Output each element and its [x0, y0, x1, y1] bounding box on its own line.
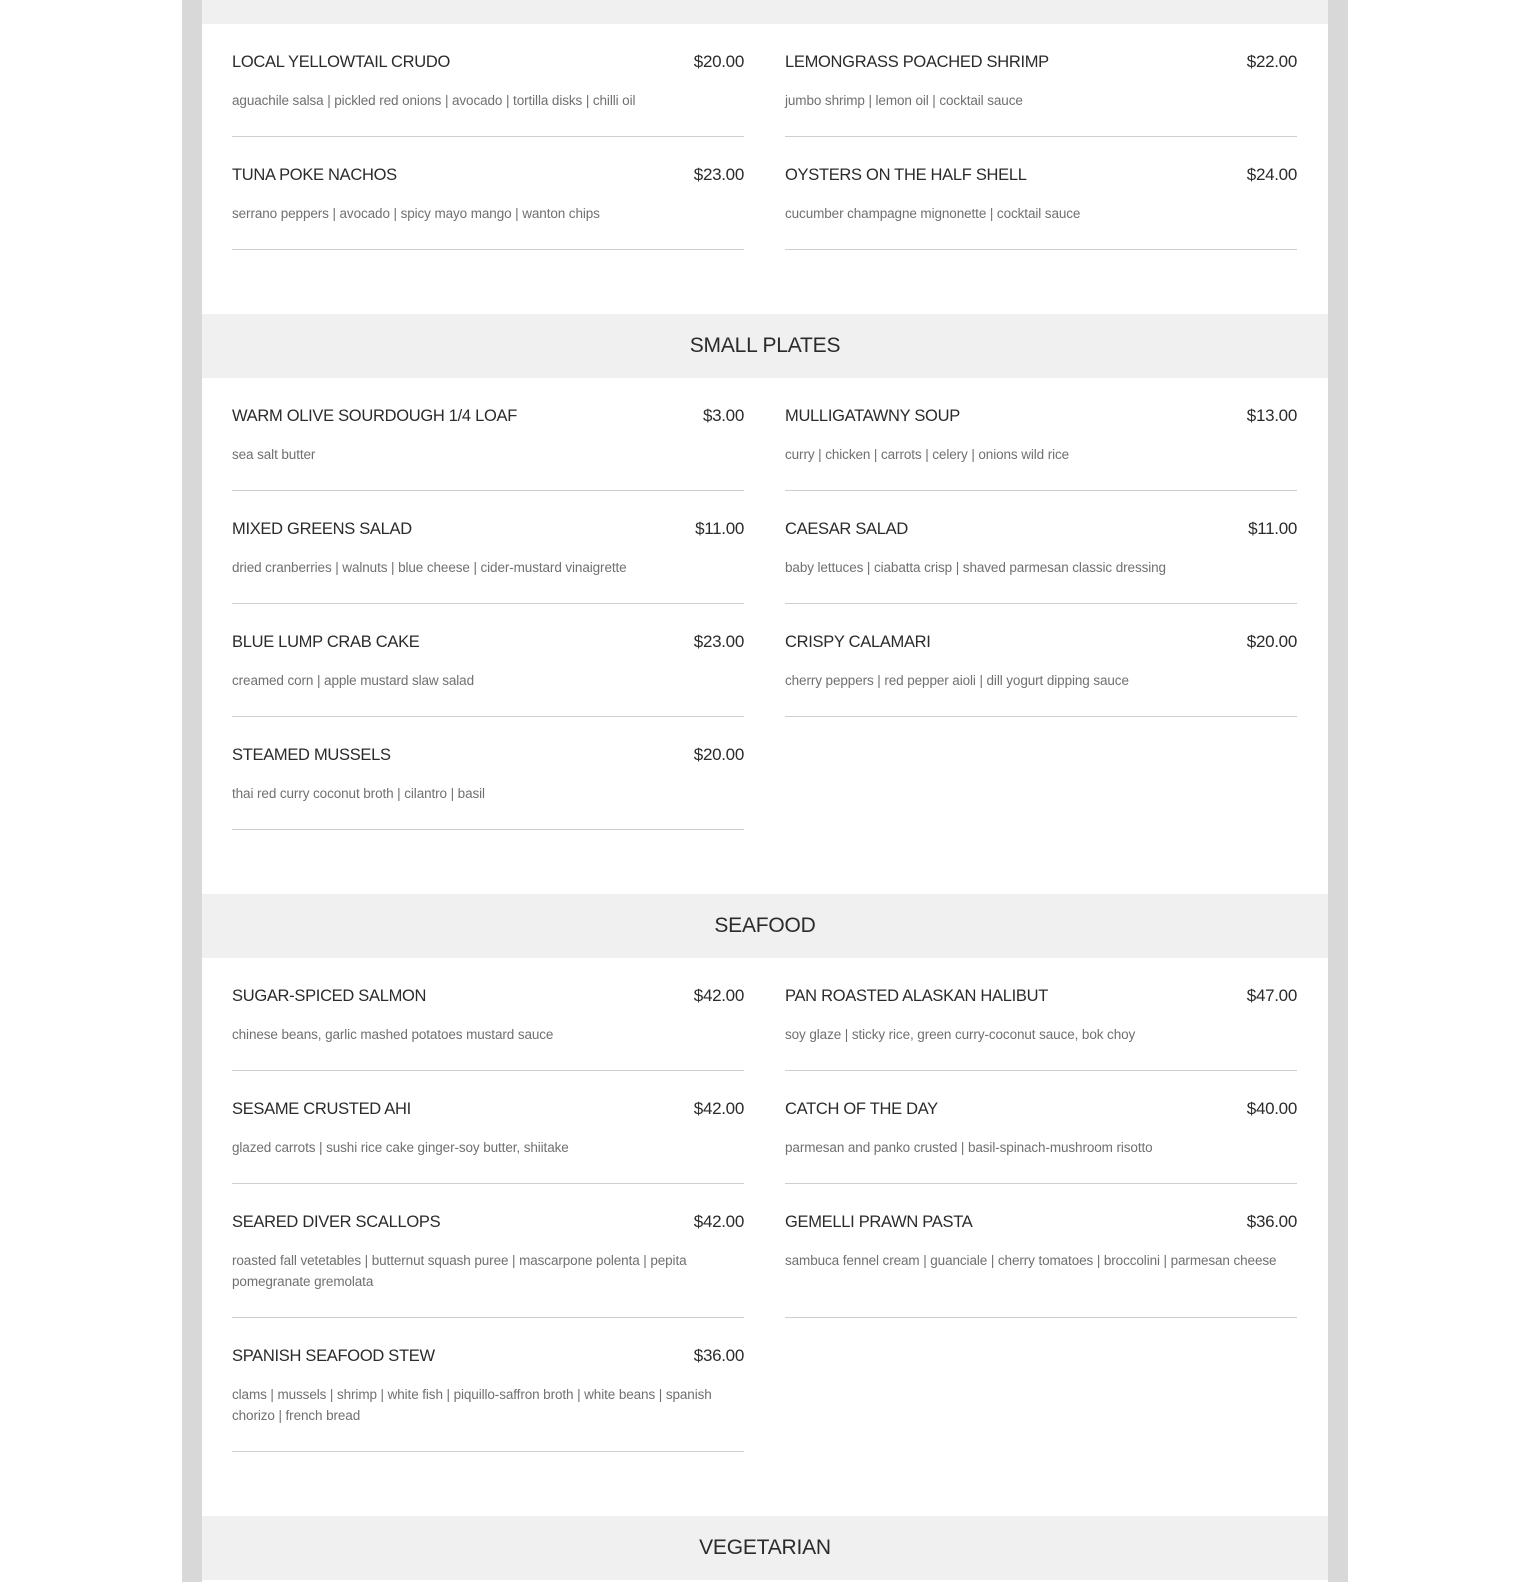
item-description: cherry peppers | red pepper aioli | dill yogurt dipping sauce: [785, 673, 1129, 688]
item-description: thai red curry coconut broth | cilantro | basil: [232, 786, 485, 801]
menu-item: [232, 1346, 744, 1452]
item-name: STEAMED MUSSELS: [232, 746, 391, 764]
item-name: SPANISH SEAFOOD STEW: [232, 1347, 435, 1365]
item-name: SEARED DIVER SCALLOPS: [232, 1213, 441, 1231]
item-price: $23.00: [693, 165, 744, 184]
menu-item: [232, 745, 744, 830]
menu-page: [202, 0, 1328, 1582]
section-header-top: [202, 0, 1328, 24]
item-name: OYSTERS ON THE HALF SHELL: [785, 166, 1027, 184]
item-name: WARM OLIVE SOURDOUGH 1/4 LOAF: [232, 407, 517, 425]
menu-item: [232, 632, 744, 717]
item-price: $42.00: [693, 1212, 744, 1231]
menu-item: [785, 986, 1297, 1071]
item-price: $40.00: [1246, 1099, 1297, 1118]
menu-item: [785, 519, 1297, 604]
item-name: CRISPY CALAMARI: [785, 633, 931, 651]
item-description: glazed carrots | sushi rice cake ginger-soy butter, shiitake: [232, 1140, 569, 1155]
menu-item: [785, 1212, 1297, 1318]
menu-item: [232, 986, 744, 1071]
item-price: $47.00: [1246, 986, 1297, 1005]
item-name: SESAME CRUSTED AHI: [232, 1100, 411, 1118]
item-description: cucumber champagne mignonette | cocktail sauce: [785, 206, 1081, 221]
item-name: MULLIGATAWNY SOUP: [785, 407, 960, 425]
menu-item: [785, 632, 1297, 717]
menu-item: [232, 1099, 744, 1184]
item-description: baby lettuces | ciabatta crisp | shaved parmesan classic dressing: [785, 560, 1166, 575]
item-name: LEMONGRASS POACHED SHRIMP: [785, 53, 1049, 71]
item-price: $22.00: [1246, 52, 1297, 71]
item-description: soy glaze | sticky rice, green curry-coconut sauce, bok choy: [785, 1027, 1136, 1042]
section-header-small-plates: [202, 314, 1328, 378]
item-price: $24.00: [1246, 165, 1297, 184]
item-price: $20.00: [1246, 632, 1297, 651]
item-price: $42.00: [693, 986, 744, 1005]
item-description: chinese beans, garlic mashed potatoes mustard sauce: [232, 1027, 554, 1042]
item-price: $20.00: [693, 745, 744, 764]
item-name: CATCH OF THE DAY: [785, 1100, 938, 1118]
item-name: BLUE LUMP CRAB CAKE: [232, 633, 420, 651]
item-description: dried cranberries | walnuts | blue cheese | cider-mustard vinaigrette: [232, 560, 627, 575]
item-description: sea salt butter: [232, 447, 316, 462]
menu-item: [232, 1212, 744, 1318]
section-title: SEAFOOD: [714, 914, 816, 937]
item-description: jumbo shrimp | lemon oil | cocktail sauce: [785, 93, 1023, 108]
menu-item: [232, 519, 744, 604]
menu-item: [785, 165, 1297, 250]
menu-item: [232, 406, 744, 491]
section-header-vegetarian: [202, 1516, 1328, 1580]
item-price: $42.00: [693, 1099, 744, 1118]
item-name: MIXED GREENS SALAD: [232, 520, 412, 538]
item-price: $36.00: [693, 1346, 744, 1365]
item-description: aguachile salsa | pickled red onions | avocado | tortilla disks | chilli oil: [232, 93, 636, 108]
menu-item: [785, 52, 1297, 137]
item-price: $11.00: [695, 519, 744, 538]
item-price: $20.00: [693, 52, 744, 71]
menu-item: [232, 52, 744, 137]
item-description: roasted fall vetetables | butternut squash puree | mascarpone polenta | pepita pomegranate gremolata: [232, 1253, 687, 1289]
item-name: GEMELLI PRAWN PASTA: [785, 1213, 973, 1231]
item-description: parmesan and panko crusted | basil-spinach-mushroom risotto: [785, 1140, 1153, 1155]
section-title: SMALL PLATES: [689, 334, 841, 357]
item-name: LOCAL YELLOWTAIL CRUDO: [232, 53, 451, 71]
section-title: VEGETARIAN: [699, 1536, 831, 1559]
item-price: $23.00: [693, 632, 744, 651]
item-price: $11.00: [1248, 519, 1297, 538]
item-description: curry | chicken | carrots | celery | onions wild rice: [785, 447, 1070, 462]
menu-item: [785, 1099, 1297, 1184]
item-description: sambuca fennel cream | guanciale | cherry tomatoes | broccolini | parmesan cheese: [785, 1253, 1277, 1268]
menu-item: [232, 165, 744, 250]
item-price: $36.00: [1246, 1212, 1297, 1231]
item-name: CAESAR SALAD: [785, 520, 908, 538]
item-name: SUGAR-SPICED SALMON: [232, 987, 427, 1005]
section-header-seafood: [202, 894, 1328, 958]
item-description: serrano peppers | avocado | spicy mayo mango | wanton chips: [232, 206, 600, 221]
item-description: creamed corn | apple mustard slaw salad: [232, 673, 474, 688]
item-description: clams | mussels | shrimp | white fish | piquillo-saffron broth | white beans | spanish chorizo | french bread: [232, 1387, 712, 1423]
menu-item: [785, 406, 1297, 491]
item-name: PAN ROASTED ALASKAN HALIBUT: [785, 987, 1049, 1005]
item-price: $13.00: [1246, 406, 1297, 425]
item-price: $3.00: [702, 406, 744, 425]
item-name: TUNA POKE NACHOS: [232, 166, 397, 184]
